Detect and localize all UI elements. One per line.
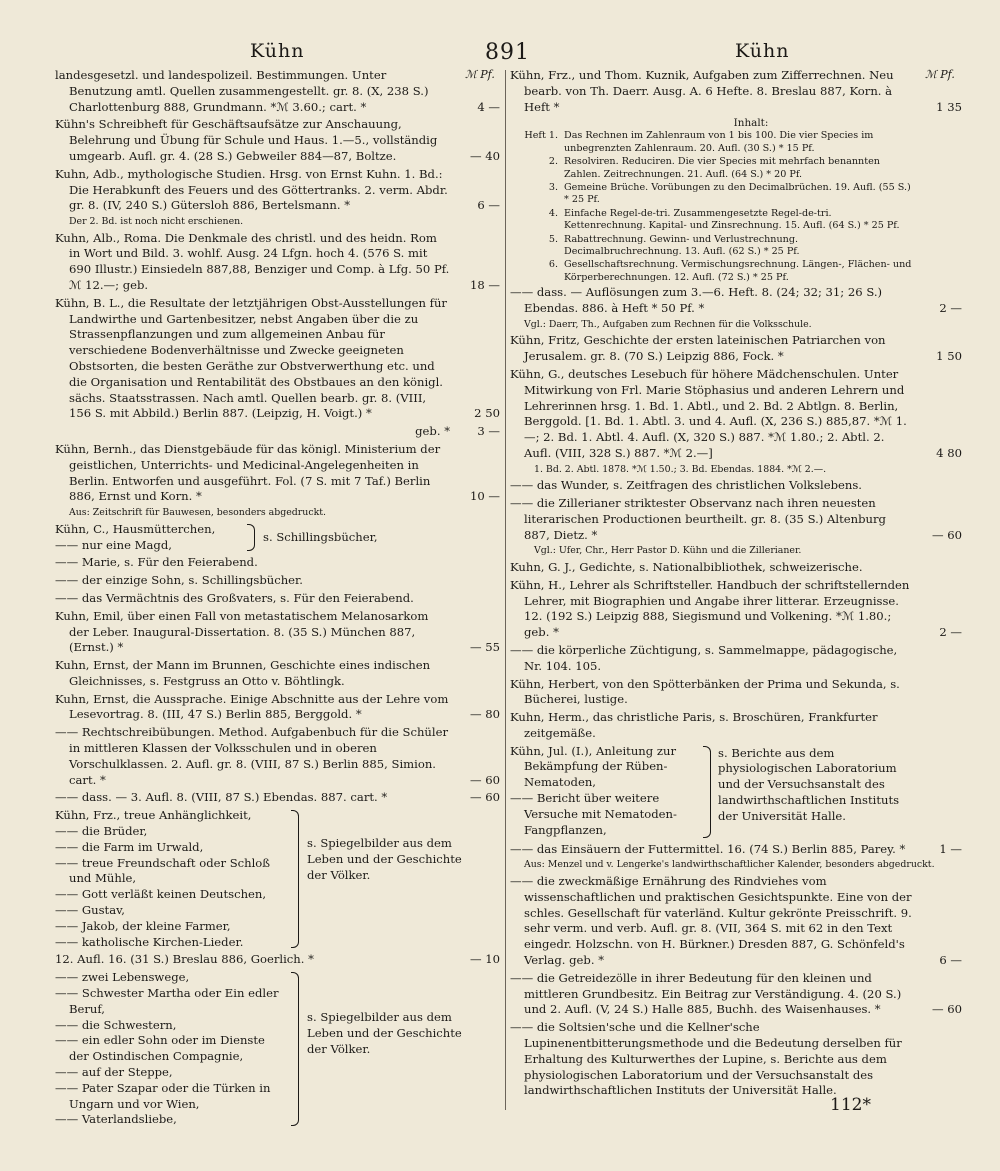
list-item [510,130,962,155]
heft-label: 6. [548,259,558,271]
group-line: Kühn, Jul. (I.), Anleitung zur Bekämpfung der Rüben-Nematoden, [510,743,676,790]
entry [510,842,962,858]
heft-text: Rabattrechnung. Gewinn- und Verlustrechnung. Decimalbruchrechnung. 13. Aufl. (62 S.) * 25 Pf. [564,233,800,258]
contents-list [510,130,962,284]
brace [291,972,299,1126]
group-line: —— Bericht über weitere Versuche mit Nematoden-Fangpflanzen, [510,791,677,837]
group-line: —— Jakob, der kleine Farmer, [55,918,231,933]
entry-text: —— die zweckmäßige Ernährung des Rindviehes vom wissenschaftlichen und praktischen Gesichtspunkte. Eine von der schles. Gesellschaft für vaterländ. Kultur gekrönte Preisschrift. 9. sehr verm. und verb. Aufl. gr. 8. (VII, 364 S. mit 62 in den Text eingedr. Holzschn. von H. Bürkner.) Dresden 887, G. Schönfeld's Verlag. geb. * [510,873,912,967]
entry-price: — 10 [469,952,500,967]
group-line: —— die Farm im Urwald, [55,839,204,854]
entry-note: Aus: Zeitschrift für Bauwesen, besonders abgedruckt. [69,507,327,519]
signature-mark: 112* [830,1095,871,1115]
entry [55,296,500,422]
entry-text: —— das Einsäuern der Futtermittel. 16. (74 S.) Berlin 885, Parey. * [510,841,906,856]
group-reference: s. Berichte aus dem physiologischen Laboratorium und der Versuchsanstalt des landwirthschaftlichen Instituts der Universität Halle. [718,745,900,823]
entry-text: Kuhn, Adb., mythologische Studien. Hrsg. von Ernst Kuhn. 1. Bd.: Die Herabkunft des Feuers und des Göttertranks. 2. verm. Abdr. gr. 8. (IV, 240 S.) Gütersloh 886, Bertelsmann. * [55,166,448,213]
entry-price: 18 — [469,278,500,293]
entry-price: 6 — [939,952,962,967]
entry-price: 10 — [469,489,500,504]
group-line: —— auf der Steppe, [55,1065,173,1080]
group-line: —— katholische Kirchen-Lieder. [55,934,244,949]
group-reference: s. Spiegelbilder aus dem Leben und der Geschichte der Völker. [307,836,462,882]
entry-price: 4 — [477,99,500,114]
left-column [55,68,500,1130]
group-line: —— zwei Lebenswege, [55,970,190,985]
entry-note: Aus: Menzel und v. Lengerke's landwirthschaftlicher Kalender, besonders abgedruckt. [524,859,935,871]
entry [510,333,962,365]
group-line: —— nur eine Magd, [55,537,172,552]
list-item [510,234,962,259]
entry-price: — 60 [931,1002,962,1017]
group-line: —— treue Freundschaft oder Schloß und Mühle, [55,855,271,886]
entry-text: —— Rechtschreibübungen. Method. Aufgabenbuch für die Schüler in mittleren Klassen der Volksschulen und in oberen Vorschulklassen. 2. Aufl. gr. 8. (VIII, 87 S.) Berlin 885, Simion. cart. * [55,725,448,787]
group-line: —— ein edler Sohn oder im Dienste der Ostindischen Compagnie, [55,1033,265,1064]
entry [55,231,500,294]
entry [55,68,500,115]
entry [55,442,500,505]
alt-price-label: geb. * [415,424,450,439]
entry [510,285,962,317]
entry: Kühn, Herbert, von den Spötterbänken der Prima und Sekunda, s. Bücherei, lustige. [510,676,900,707]
entry [510,496,962,543]
brace-group [55,522,500,554]
entry-price: 4 80 [936,445,962,460]
brace [247,524,255,552]
heft-text: Einfache Regel-de-tri. Zusammengesetzte Regel-de-tri. Kettenrechnung. Kapital- und Zinsrechnung. 15. Aufl. (64 S.) * 25 Pf. [564,207,900,232]
entry [55,725,500,788]
entry-text: Kühn, Fritz, Geschichte der ersten lateinischen Patriarchen von Jerusalem. gr. 8. (70 S.) Leipzig 886, Fock. * [510,333,886,364]
brace-group [55,970,500,1128]
entry-price: — 60 [931,527,962,542]
entry: —— die Soltsien'sche und die Kellner'sche Lupinenentbitterungsmethode und die Bedeutung derselben für Erhaltung des Kulturwerthes der Lupine, s. Berichte aus dem physiologischen Laboratorium und der Versuchsanstalt des landwirthschaftlichen Instituts der Universität Halle. [510,1020,902,1098]
entry-note: 1. Bd. 2. Abtl. 1878. *ℳ 1.50.; 3. Bd. Ebendas. 1884. *ℳ 2.—. [534,463,827,475]
list-item [510,182,962,207]
right-column [510,68,962,1101]
page-number: 891 [485,40,530,65]
brace [291,810,299,948]
group-line: —— die Schwestern, [55,1017,177,1032]
brace [703,746,711,838]
column-divider [505,70,506,1110]
entry-price: 2 — [939,301,962,316]
heft-text: Resolviren. Reduciren. Die vier Species mit mehrfach benannten Zahlen. Zeitrechnungen. 21. Aufl. (64 S.) * 20 Pf. [564,156,880,180]
entry-price: — 60 [469,790,500,805]
heft-label: 4. [548,207,558,219]
entry-text: Kühn, H., Lehrer als Schriftsteller. Handbuch der schriftstellernden Lehrer, mit Biographien und Angabe ihrer litterar. Erzeugnisse. 12. (192 S.) Leipzig 888, Siegismund und Volkening. *ℳ 1.80.; geb. * [510,577,910,640]
entry-note: Der 2. Bd. ist noch nicht erschienen. [69,216,244,228]
entry [55,167,500,214]
running-head-left: Kühn [250,40,305,62]
heft-label: 3. [548,182,558,194]
entry-price: 3 — [477,424,500,439]
entry [55,790,500,806]
entry-alt-price [55,424,500,440]
group-line: —— Gustav, [55,903,125,918]
heft-text: Gesellschaftsrechnung. Vermischungsrechnung. Längen-, Flächen- und Körperberechnungen. 12. Aufl. (72 S.) * 25 Pf. [564,259,912,283]
entry-text: —— dass. — 3. Aufl. 8. (VIII, 87 S.) Ebendas. 887. cart. * [55,790,388,805]
entry-price: 2 50 [474,406,500,421]
entry [510,874,962,969]
group-line: —— Schwester Martha oder Ein edler Beruf, [55,986,279,1016]
entry-text: Kuhn, Ernst, die Aussprache. Einige Abschnitte aus der Lehre vom Lesevortrag. 8. (III, 47 S.) Berlin 885, Berggold. * [55,691,449,722]
entry-price: — 80 [469,707,500,722]
entry-price: — 60 [469,772,500,787]
list-item [510,156,962,181]
entry [55,609,500,656]
entry [510,971,962,1018]
entry-note: Vgl.: Daerr, Th., Aufgaben zum Rechnen für die Volksschule. [524,318,812,330]
heft-text: Gemeine Brüche. Vorübungen zu den Decimalbrüchen. 19. Aufl. (55 S.) * 25 Pf. [564,182,911,206]
group-reference: s. Schillingsbücher, [263,529,378,544]
entry-price: 6 — [477,198,500,213]
entry-text: Kühn, Frz., und Thom. Kuznik, Aufgaben zum Zifferrechnen. Neu bearb. von Th. Daerr. Ausg. A. 6 Hefte. 8. Breslau 887, Korn. à Heft * [510,68,894,114]
entry-price: — 55 [469,640,500,655]
entry: —— die körperliche Züchtigung, s. Sammelmappe, pädagogische, Nr. 104. 105. [510,642,898,673]
entry-price: — 40 [469,148,500,163]
group-line: —— Vaterlandsliebe, [55,1112,177,1127]
entry-text: Kuhn, Alb., Roma. Die Denkmale des christl. und des heidn. Rom in Wort und Bild. 3. wohlf. Ausg. 24 Lfgn. hoch 4. (576 S. mit 690 Illustr.) Einsiedeln 887,88, Benziger und Comp. à Lfg. 50 Pf. ℳ 12.—; geb. [55,230,450,293]
entry-text: Kühn, B. L., die Resultate der letztjährigen Obst-Ausstellungen für Landwirthe und Gartenbesitzer, nebst Angaben über die zu Strassenpflanzungen und zum allgemeinen Anbau für verschiedene Bodenverhältnisse und Zwecke geeigneten Obstsorten, die besten Geräthe zur Obstverwerthung etc. und die Organisation und Rentabilität des Obstbaues an den königl. sächs. Staatsstrassen. Nach amtl. Quellen bearb. gr. 8. (VIII, 156 S. mit Abbild.) Berlin 887. (Leipzig, H. Voigt.) * [55,295,447,421]
entry: —— das Vermächtnis des Großvaters, s. Für den Feierabend. [55,590,414,605]
price-column-header-left: ℳ Pf. [465,68,495,81]
entry-text: Kühn, Bernh., das Dienstgebäude für das königl. Ministerium der geistlichen, Unterrichts- und Medicinal-Angelegenheiten in Berlin. Entworfen und ausgeführt. Fol. (7 S. mit 7 Taf.) Berlin 886, Ernst und Korn. * [55,442,441,504]
group-line: —— Pater Szapar oder die Türken in Ungarn und vor Wien, [55,1080,271,1111]
entry [55,117,500,164]
heft-label: 2. [548,156,558,168]
entry-note: Vgl.: Ufer, Chr., Herr Pastor D. Kühn und die Zillerianer. [534,545,802,557]
entry: Kuhn, Herm., das christliche Paris, s. Broschüren, Frankfurter zeitgemäße. [510,710,878,740]
entry-text: landesgesetzl. und landespolizeil. Bestimmungen. Unter Benutzung amtl. Quellen zusammengestellt. gr. 8. (X, 238 S.) Charlottenburg 888, Grundmann. *ℳ 3.60.; cart. * [55,68,429,114]
entry-text: Kühn's Schreibheft für Geschäftsaufsätze zur Anschauung, Belehrung und Übung für Schule und Haus. 1.—5., vollständig umgearb. Aufl. gr. 4. (28 S.) Gebweiler 884—87, Boltze. [55,117,438,163]
list-item [510,208,962,233]
entry-price: 1 — [939,841,962,856]
heft-label: Heft 1. [524,130,558,142]
brace-group [55,808,500,950]
heft-text: Das Rechnen im Zahlenraum von 1 bis 100. Die vier Species im unbegrenzten Zahlenraum. 20. Aufl. (30 S.) * 15 Pf. [564,130,874,154]
entry-price: 2 — [939,625,962,640]
entry: —— das Wunder, s. Zeitfragen des christlichen Volkslebens. [510,478,862,493]
group-line: Kühn, Frz., treue Anhänglichkeit, [55,808,252,823]
entry [510,68,962,115]
entry [55,692,500,724]
group-line: —— die Brüder, [55,824,148,839]
heft-label: 5. [548,233,558,245]
group-line: Kühn, C., Hausmütterchen, [55,521,216,536]
entry [510,578,962,641]
entry-price: 1 35 [936,99,962,114]
entry-text: Kuhn, Emil, über einen Fall von metastatischem Melanosarkom der Leber. Inaugural-Dissertation. 8. (35 S.) München 887, (Ernst.) * [55,608,429,655]
group-line: —— Gott verläßt keinen Deutschen, [55,887,267,902]
entry-price: 1 50 [936,349,962,364]
list-item [510,259,962,284]
entry-text: —— die Zillerianer striktester Observanz nach ihren neuesten literarischen Productionen beurtheilt. gr. 8. (35 S.) Altenburg 887, Dietz. * [510,496,886,542]
entry-text: Kühn, G., deutsches Lesebuch für höhere Mädchenschulen. Unter Mitwirkung von Frl. Marie Stöphasius und anderen Lehrern und Lehrerinnen hrsg. 1. Bd. 1. Abtl., und 2. Bd. 2 Abtlgn. 8. Berlin, Berggold. [1. Bd. 1. Abtl. 3. und 4. Aufl. (X, 236 S.) 885,87. *ℳ 1.—; 2. Bd. 1. Abtl. 4. Aufl. (X, 320 S.) 887. *ℳ 1.80.; 2. Abtl. 2. Aufl. (VIII, 328 S.) 887. *ℳ 2.—] [510,366,907,460]
price-column-header-right: ℳ Pf. [925,68,955,81]
entry-text: 12. Aufl. 16. (31 S.) Breslau 886, Goerlich. * [55,952,314,967]
entry: Kuhn, G. J., Gedichte, s. Nationalbibliothek, schweizerische. [510,559,863,574]
entry: —— der einzige Sohn, s. Schillingsbücher. [55,573,303,588]
entry-text: —— die Getreidezölle in ihrer Bedeutung für den kleinen und mittleren Grundbesitz. Ein Beitrag zur Verständigung. 4. (20 S.) und 2. Aufl. (V, 24 S.) Halle 885, Buchh. des Waisenhauses. * [510,970,902,1017]
entry [510,367,962,462]
entry: —— Marie, s. Für den Feierabend. [55,555,258,570]
brace-group [510,744,962,840]
entry: Kuhn, Ernst, der Mann im Brunnen, Geschichte eines indischen Gleichnisses, s. Festgruss an Otto v. Böhtlingk. [55,658,431,688]
entry [55,952,500,968]
group-reference: s. Spiegelbilder aus dem Leben und der Geschichte der Völker. [307,1010,462,1056]
running-head-right: Kühn [735,40,790,62]
entry-text: —— dass. — Auflösungen zum 3.—6. Heft. 8. (24; 32; 31; 26 S.) Ebendas. 886. à Heft * 50 Pf. * [510,285,883,316]
contents-title: Inhalt: [733,117,769,130]
